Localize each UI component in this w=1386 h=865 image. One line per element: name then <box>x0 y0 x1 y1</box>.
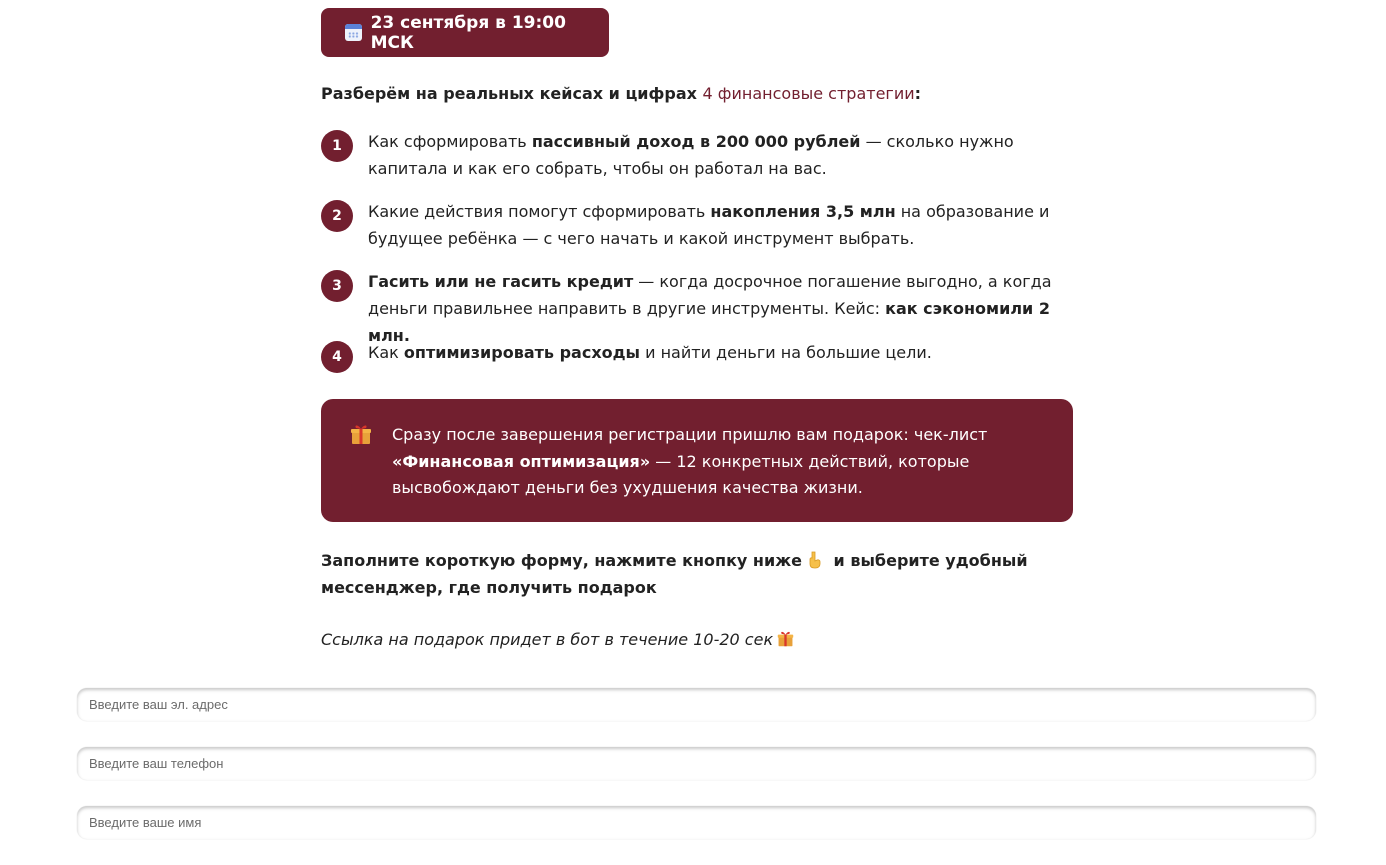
strategy-text-part: и найти деньги на большие цели. <box>640 343 932 362</box>
form-instructions <box>321 547 1061 601</box>
strategy-text <box>368 128 1058 182</box>
strategy-number: 1 <box>321 130 353 162</box>
intro-accent: 4 финансовые стратегии <box>702 84 915 103</box>
strategies-intro <box>321 82 921 106</box>
strategy-text-bold: оптимизировать расходы <box>403 343 641 362</box>
strategy-text-part: Какие действия помогут сформировать <box>368 202 711 221</box>
strategy-text-part: на образование и будущее ребёнка — с чего начать и какой инструмент выбрать. <box>368 202 1050 248</box>
gift-callout <box>321 399 1073 522</box>
event-date-badge <box>321 8 609 57</box>
gift-text-part: — 12 конкретных действий, которые высвобождают деньги без ухудшения качества жизни. <box>392 451 970 497</box>
strategy-number: 2 <box>321 200 353 232</box>
strategy-text-bold: пассивный доход в 200 000 рублей <box>531 132 861 151</box>
note-text: Ссылка на подарок придет в бот в течение 10-20 сек <box>321 630 774 649</box>
phone-input[interactable] <box>77 747 1316 780</box>
strategy-text-part: — когда досрочное погашение выгодно, а когда деньги правильнее направить в другие инструменты. Кейс: <box>368 272 1052 318</box>
strategy-number: 4 <box>321 341 353 373</box>
gift-icon <box>350 423 372 445</box>
strategy-text-part: Как <box>368 343 404 362</box>
gift-icon <box>777 630 794 647</box>
strategy-number: 3 <box>321 270 353 302</box>
gift-delivery-note <box>321 628 794 652</box>
email-input[interactable] <box>77 688 1316 721</box>
gift-text-part: Сразу после завершения регистрации пришлю вам подарок: чек-лист <box>392 425 988 444</box>
strategy-text-part: — сколько нужно капитала и как его собрать, чтобы он работал на вас. <box>368 132 1014 178</box>
pointing-down-icon <box>806 551 824 569</box>
intro-prefix: Разберём на реальных кейсах и цифрах <box>321 84 703 103</box>
event-date-label: 23 сентября в 19:00 МСК <box>370 12 566 53</box>
cta-text-part: Заполните короткую форму, нажмите кнопку ниже <box>321 551 802 570</box>
strategy-text-bold: Гасить или не гасить кредит <box>368 272 634 291</box>
gift-checklist-name: «Финансовая оптимизация» <box>392 451 651 471</box>
strategy-text <box>368 268 1058 349</box>
strategy-text-bold: накопления 3,5 млн <box>710 202 896 221</box>
calendar-icon <box>345 24 362 41</box>
gift-text <box>392 422 1062 502</box>
cta-text-part: и выберите удобный мессенджер, где получить подарок <box>321 551 1028 597</box>
intro-suffix: : <box>914 84 922 103</box>
name-input[interactable] <box>77 806 1316 839</box>
strategy-text <box>368 198 1058 252</box>
strategy-text-bold: как сэкономили 2 млн. <box>368 299 1050 345</box>
strategy-text <box>368 339 1058 366</box>
strategy-text-part: Как сформировать <box>368 132 532 151</box>
